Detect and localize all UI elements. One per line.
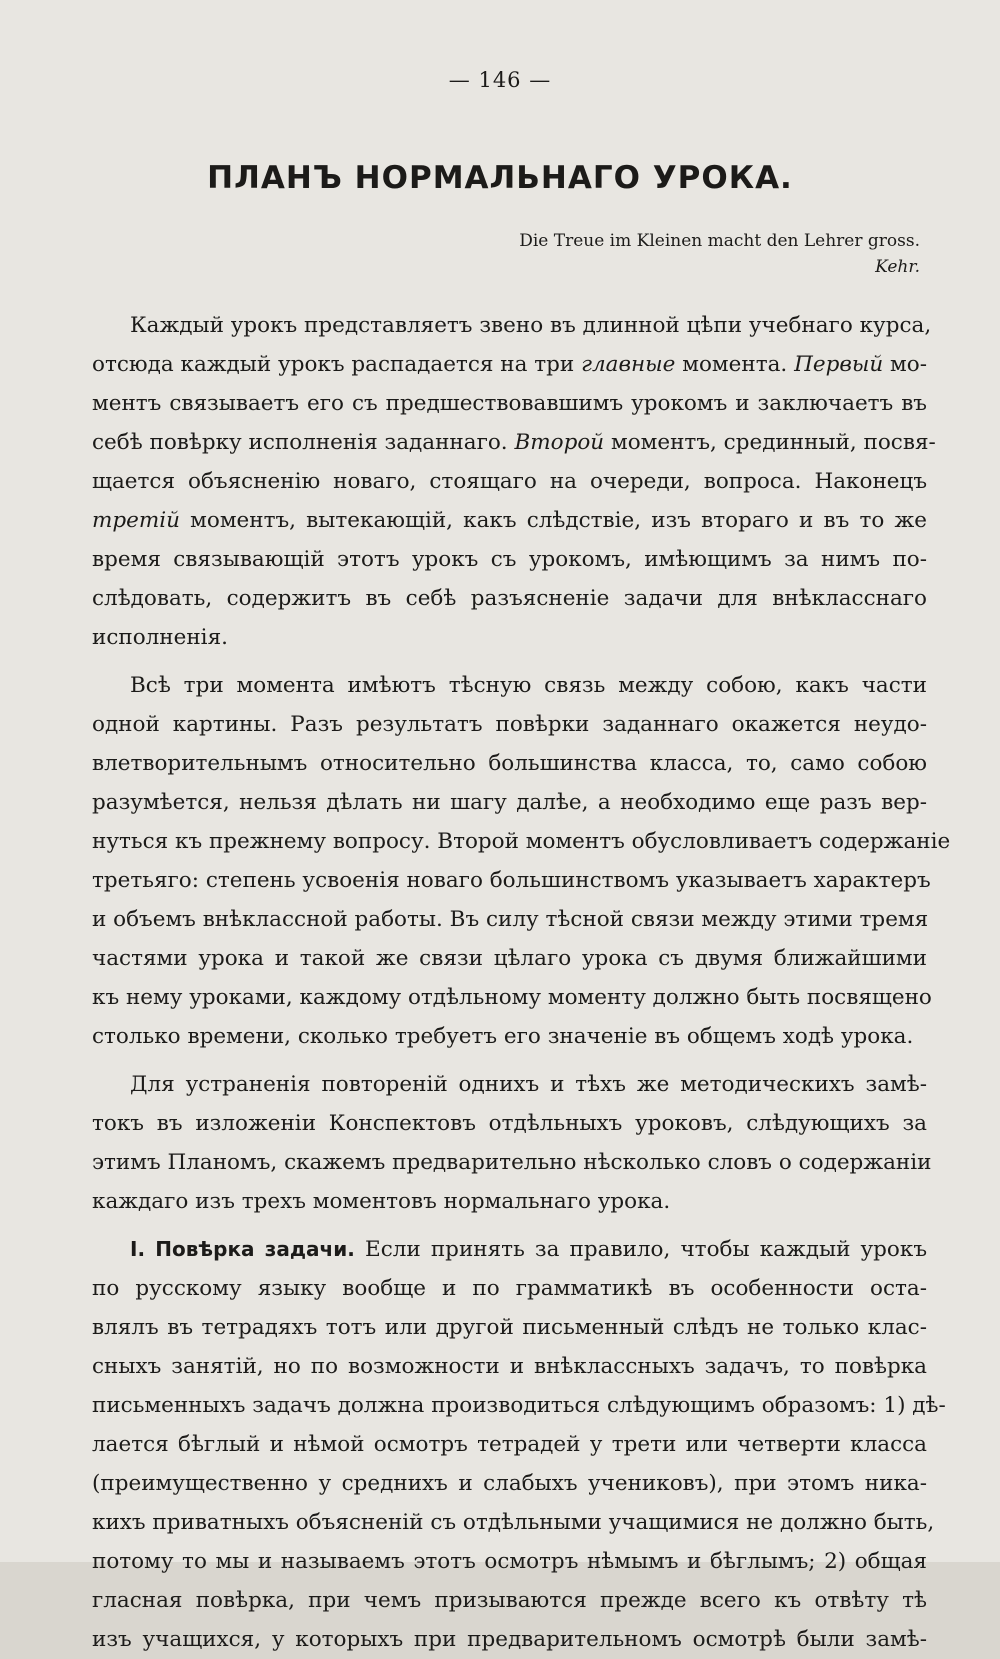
text-run: себѣ повѣрку исполненія заданнаго. — [92, 430, 515, 455]
text-run: влялъ въ тетрадяхъ тотъ или другой письменный слѣдъ не только клас- — [92, 1315, 927, 1340]
text-run: Если принять за правило, чтобы каждый урокъ — [354, 1237, 927, 1262]
emphasis-run: Первый — [794, 352, 884, 377]
text-run: гласная повѣрка, при чемъ призываются прежде всего къ отвѣту тѣ — [92, 1588, 927, 1613]
text-line — [92, 1386, 946, 1425]
paragraph — [92, 1065, 932, 1221]
page-title: ПЛАНЪ НОРМАЛЬНАГО УРОКА. — [207, 160, 793, 196]
text-line — [92, 1269, 927, 1308]
text-run: мо- — [883, 352, 927, 377]
text-run: третьяго: степень усвоенія новаго большинствомъ указываетъ характеръ — [92, 868, 931, 893]
text-line — [92, 939, 927, 978]
text-line — [92, 384, 927, 423]
text-run: Каждый урокъ представляетъ звено въ длинной цѣпи учебнаго курса, — [130, 313, 932, 338]
text-run: къ нему уроками, каждому отдѣльному моменту должно быть посвящено — [92, 985, 932, 1010]
text-line — [92, 423, 936, 462]
text-line — [92, 1347, 927, 1386]
paragraph — [92, 666, 951, 1056]
body-text — [92, 306, 951, 1659]
text-run: одной картины. Разъ результатъ повѣрки заданнаго окажется неудо- — [92, 712, 927, 737]
text-line — [92, 861, 931, 900]
text-line — [92, 666, 927, 705]
text-run: ментъ связываетъ его съ предшествовавшимъ урокомъ и заключаетъ въ — [92, 391, 927, 416]
text-line — [92, 579, 927, 618]
text-line — [92, 462, 927, 501]
text-line — [92, 1425, 927, 1464]
text-run: по русскому языку вообще и по грамматикѣ въ особенности оста- — [92, 1276, 927, 1301]
epigraph-author: Kehr. — [875, 257, 920, 277]
text-line — [92, 306, 932, 345]
text-line — [92, 345, 927, 384]
text-run: исполненія. — [92, 625, 228, 650]
text-run: столько времени, сколько требуетъ его значеніе въ общемъ ходѣ урока. — [92, 1024, 914, 1049]
text-run: частями урока и такой же связи цѣлаго урока съ двумя ближайшими — [92, 946, 927, 971]
paragraph-gap — [92, 657, 927, 666]
text-line — [92, 822, 951, 861]
emphasis-run: Второй — [514, 430, 605, 455]
text-line — [92, 1230, 927, 1269]
text-run: моментъ, вытекающій, какъ слѣдствіе, изъ втораго и въ то же — [179, 508, 927, 533]
text-line — [92, 1503, 935, 1542]
text-line — [92, 1620, 927, 1659]
text-line — [92, 540, 927, 579]
text-run: изъ учащихся, у которыхъ при предварительномъ осмотрѣ были замѣ- — [92, 1627, 927, 1652]
text-line — [92, 900, 927, 939]
paragraph — [92, 306, 936, 657]
text-line — [92, 618, 927, 657]
text-run: каждаго изъ трехъ моментовъ нормальнаго урока. — [92, 1189, 671, 1214]
section-heading: I. Повѣрка задачи. — [130, 1237, 355, 1261]
text-line — [92, 1581, 927, 1620]
page-number: — 146 — — [448, 68, 552, 92]
text-line — [92, 1182, 927, 1221]
text-run: этимъ Планомъ, скажемъ предварительно нѣсколько словъ о содержаніи — [92, 1150, 932, 1175]
text-run: токъ въ изложеніи Конспектовъ отдѣльныхъ уроковъ, слѣдующихъ за — [92, 1111, 927, 1136]
text-line — [92, 1143, 932, 1182]
paragraph-gap — [92, 1056, 927, 1065]
epigraph-quote: Die Treue im Kleinen macht den Lehrer gross. — [519, 231, 920, 251]
text-run: моментъ, срединный, посвя- — [604, 430, 936, 455]
text-run: влетворительнымъ относительно большинства класса, то, само собою — [92, 751, 927, 776]
text-run: кихъ приватныхъ объясненій съ отдѣльными учащимися не должно быть, — [92, 1510, 935, 1535]
text-run: отсюда каждый урокъ распадается на три — [92, 352, 582, 377]
text-run: лается бѣглый и нѣмой осмотръ тетрадей у трети или четверти класса — [92, 1432, 927, 1457]
paragraph-gap — [92, 1221, 927, 1230]
text-run: время связывающій этотъ урокъ съ урокомъ, имѣющимъ за нимъ по- — [92, 547, 927, 572]
text-run: щается объясненію новаго, стоящаго на очереди, вопроса. Наконецъ — [92, 469, 927, 494]
text-run: момента. — [675, 352, 795, 377]
text-run: письменныхъ задачъ должна производиться слѣдующимъ образомъ: 1) дѣ- — [92, 1393, 946, 1418]
text-line — [92, 744, 927, 783]
text-run: разумѣется, нельзя дѣлать ни шагу далѣе, а необходимо еще разъ вер- — [92, 790, 927, 815]
text-line — [92, 1104, 927, 1143]
text-line — [92, 1308, 927, 1347]
text-run: нуться къ прежнему вопросу. Второй моментъ обусловливаетъ содержаніе — [92, 829, 951, 854]
text-run: Для устраненія повтореній однихъ и тѣхъ же методическихъ замѣ- — [130, 1072, 927, 1097]
text-run: Всѣ три момента имѣютъ тѣсную связь между собою, какъ части — [130, 673, 927, 698]
text-line — [92, 1065, 927, 1104]
emphasis-run: третій — [92, 508, 180, 533]
text-line — [92, 978, 932, 1017]
text-line — [92, 783, 927, 822]
text-run: потому то мы и называемъ этотъ осмотръ нѣмымъ и бѣглымъ; 2) общая — [92, 1549, 927, 1574]
paragraph — [92, 1230, 946, 1659]
epigraph — [519, 228, 920, 280]
text-run: сныхъ занятій, но по возможности и внѣклассныхъ задачъ, то повѣрка — [92, 1354, 927, 1379]
text-line — [92, 1017, 927, 1056]
text-run: и объемъ внѣклассной работы. Въ силу тѣсной связи между этими тремя — [92, 907, 929, 932]
text-line — [92, 1464, 927, 1503]
text-run: (преимущественно у среднихъ и слабыхъ учениковъ), при этомъ ника- — [92, 1471, 927, 1496]
text-line — [92, 501, 927, 540]
text-run: слѣдовать, содержитъ въ себѣ разъясненіе задачи для внѣкласснаго — [92, 586, 927, 611]
emphasis-run: главные — [581, 352, 676, 377]
text-line — [92, 705, 927, 744]
